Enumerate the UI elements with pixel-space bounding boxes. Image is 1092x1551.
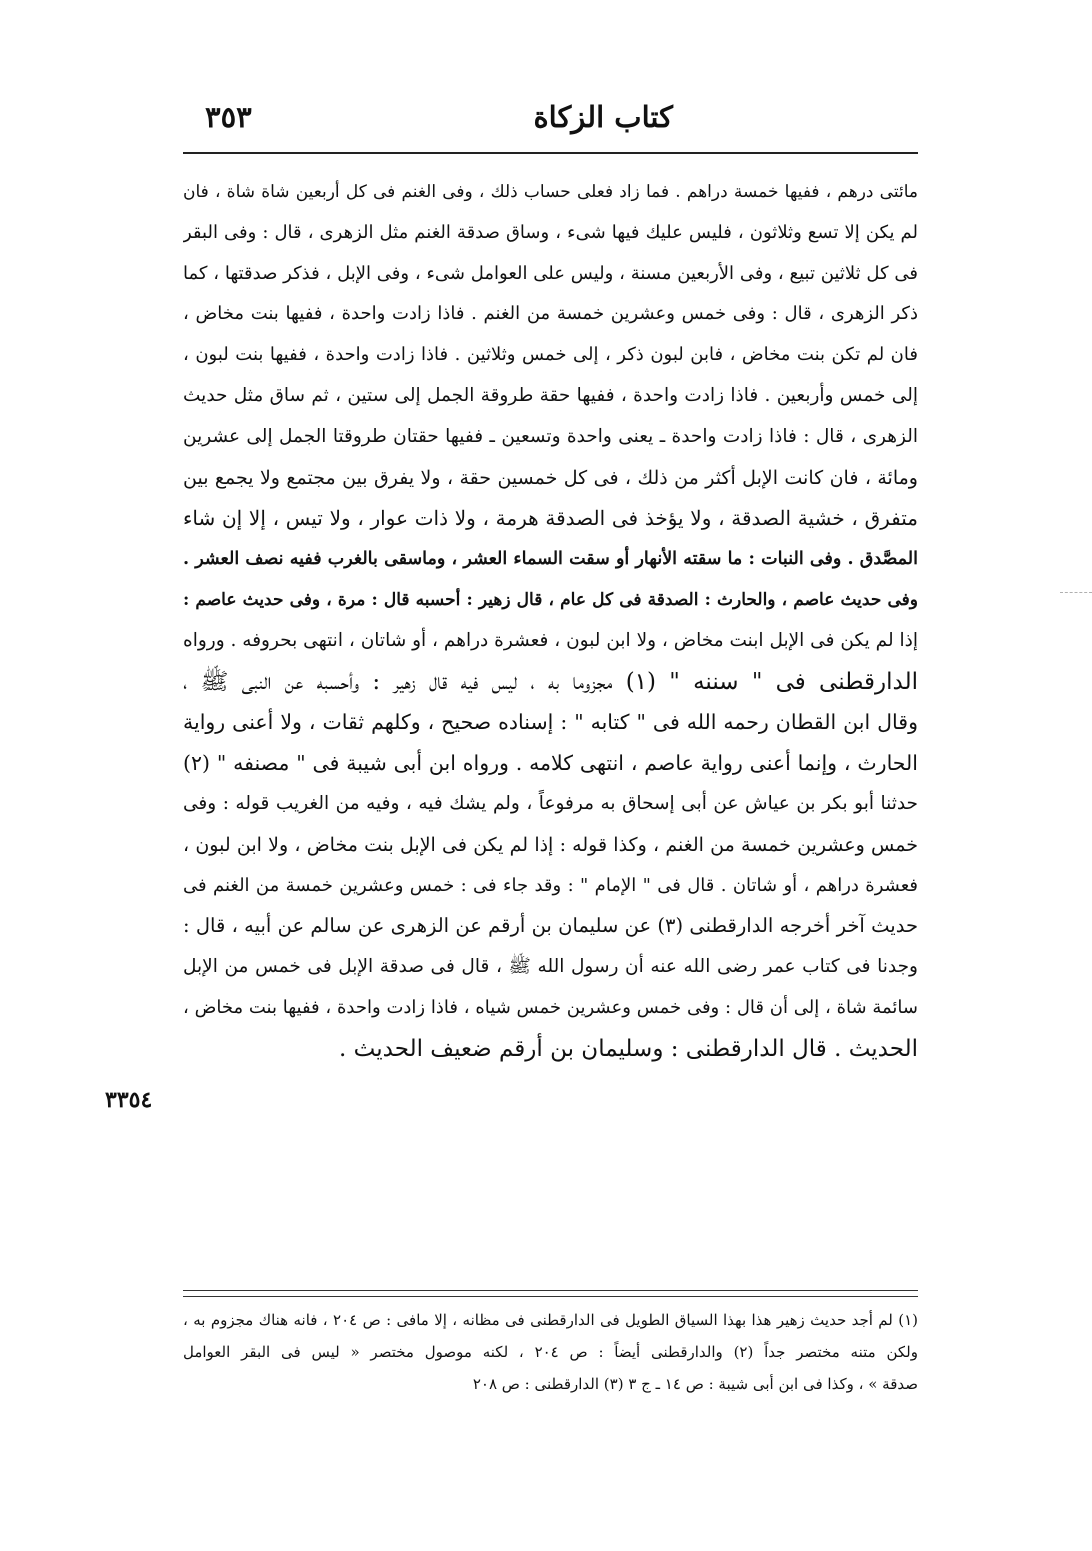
body-line-11: وفى حديث عاصم ، والحارث : الصدقة فى كل عام ، قال زهير : أحسبه قال : مرة ، وفى حديث عاصم : xyxy=(183,589,918,610)
body-line-13: الدارقطنى فى " سننه " (١) مجزوما به ، ليس فيه قال زهير : وأحسبه عن النبى ﷺ ، xyxy=(183,668,918,695)
body-line-5: فان لم تكن بنت مخاض ، فابن لبون ذكر ، إلى خمس وثلاثين . فاذا زادت واحدة ، ففيها بنت لبون ، xyxy=(183,344,918,366)
hadith-number: ٣٣٥٤ xyxy=(105,1087,153,1113)
body-line-21: سائمة شاة ، إلى أن قال : وفى خمس وعشرين خمس شياه ، فاذا زادت واحدة ، ففيها بنت مخاض ، xyxy=(183,996,918,1018)
scan-margin-mark xyxy=(1060,592,1092,594)
body-line-3: فى كل ثلاثين تبيع ، وفى الأربعين مسنة ، وليس على العوامل شىء ، وفى الإبل ، فذكر صدقتها ، كما xyxy=(183,262,918,284)
body-line-7: الزهرى ، قال : فاذا زادت واحدة ـ يعنى واحدة وتسعين ـ ففيها حقتان طروقتا الجمل إلى عشرين xyxy=(183,425,918,447)
body-line-1: مائتى درهم ، ففيها خمسة دراهم . فما زاد فعلى حساب ذلك ، وفى الغنم فى كل أربعين شاة شاة ، فان xyxy=(183,182,918,202)
running-title: كتاب الزكاة xyxy=(533,100,673,134)
header-rule xyxy=(183,152,918,154)
body-line-4: ذكر الزهرى ، قال : وفى خمس وعشرين خمسة من الغنم . فاذا زادت واحدة ، ففيها بنت مخاض ، xyxy=(183,303,918,325)
running-head xyxy=(183,98,918,148)
body-line-10: المصَّدق . وفى النبات : ما سقته الأنهار أو سقت السماء العشر ، وماسقى بالغرب ففيه نصف العشر . xyxy=(183,549,918,570)
footnote-line-2: ولكن متنه مختصر جداً (٢) والدارقطنى أيضاً : ص ٢٠٤ ، لكنه موصول مختصر « ليس فى البقر العوامل xyxy=(183,1343,918,1361)
body-line-14: وقال ابن القطان رحمه الله فى " كتابه " : إسناده صحيح ، وكلهم ثقات ، ولا أعنى رواية xyxy=(183,710,918,735)
body-line-6: إلى خمس وأربعين . فاذا زادت واحدة ، ففيها حقة طروقة الجمل إلى ستين ، ثم ساق مثل حديث xyxy=(183,384,918,406)
body-line-17: خمس وعشرين خمسة من الغنم ، وكذا قوله : إذا لم يكن فى الإبل بنت مخاض ، ولا ابن لبون ، xyxy=(183,833,918,856)
body-line-22: الحديث . قال الدارقطنى : وسليمان بن أرقم ضعيف الحديث . xyxy=(339,1035,918,1062)
body-line-12: إذا لم يكن فى الإبل ابنت مخاض ، ولا ابن لبون ، فعشرة دراهم ، أو شاتان ، انتهى بحروفه . ورواه xyxy=(183,629,918,651)
body-line-18: فعشرة دراهم ، أو شاتان . قال فى " الإمام " : وقد جاء فى : خمس وعشرين خمسة من الغنم فى xyxy=(183,874,918,896)
body-line-15: الحارث ، وإنما أعنى رواية عاصم ، انتهى كلامه . ورواه ابن أبى شيبة فى " مصنفه " (٢) xyxy=(183,751,918,776)
body-line-20: وجدنا فى كتاب عمر رضى الله عنه أن رسول الله ﷺ ، قال فى صدقة الإبل فى خمس من الإبل xyxy=(183,956,918,978)
footnote-line-1: (١) لم أجد حديث زهير هذا بهذا السياق الطويل فى الدارقطنى فى مظانه ، إلا مافى : ص ٢٠٤ ، فانه هناك مجزوم به ، xyxy=(183,1311,918,1329)
body-line-19: حديث آخر أخرجه الدارقطنى (٣) عن سليمان بن أرقم عن الزهرى عن سالم عن أبيه ، قال : xyxy=(183,914,918,938)
body-line-9: متفرق ، خشية الصدقة ، ولا يؤخذ فى الصدقة هرمة ، ولا ذات عوار ، ولا تيس ، إلا إن شاء xyxy=(183,506,918,531)
footnote-line-3: صدقة » ، وكذا فى ابن أبى شيبة : ص ١٤ ـ ج ٣ (٣) الدارقطنى : ص ٢٠٨ xyxy=(472,1375,918,1393)
footnotes xyxy=(183,1304,918,1400)
body-line-2: لم يكن إلا تسع وثلاثون ، فليس عليك فيها شىء ، وساق صدقة الغنم مثل الزهرى ، قال : وفى البقر xyxy=(183,221,918,243)
body-line-8: ومائة ، فان كانت الإبل أكثر من ذلك ، فى كل خمسين حقة ، ولا يفرق بين مجتمع ولا يجمع بين xyxy=(183,466,918,489)
body-line-16: حدثنا أبو بكر بن عياش عن أبى إسحاق به مرفوعاً ، ولم يشك فيه ، وفيه من الغريب قوله : وفى xyxy=(183,792,918,814)
footnote-rule-second xyxy=(183,1296,918,1297)
body-text xyxy=(183,172,918,1070)
page-number: ٣٥٣ xyxy=(205,100,252,134)
footnote-rule xyxy=(183,1290,918,1291)
